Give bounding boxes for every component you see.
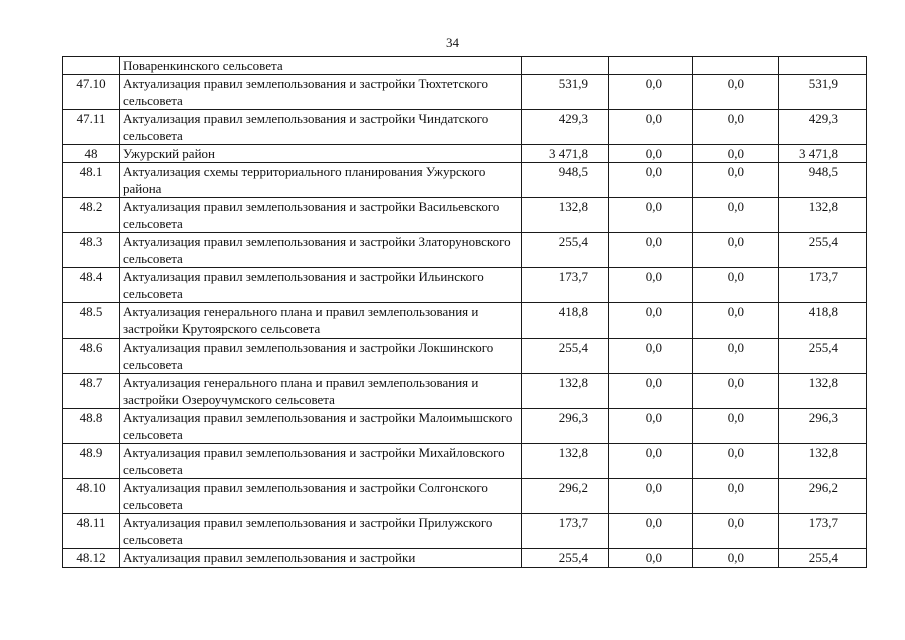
row-value-4: 3 471,8 xyxy=(779,145,867,163)
table-row xyxy=(63,57,867,75)
row-name: Актуализация генерального плана и правил землепользования и застройки Озероучумского сельсовета xyxy=(120,374,522,409)
row-value-2: 0,0 xyxy=(609,409,693,444)
row-value-4: 132,8 xyxy=(779,374,867,409)
table-row xyxy=(63,549,867,568)
row-value-4: 948,5 xyxy=(779,163,867,198)
table-row xyxy=(63,444,867,479)
row-value-4: 255,4 xyxy=(779,549,867,568)
row-name: Актуализация правил землепользования и застройки Михайловского сельсовета xyxy=(120,444,522,479)
row-value-total: 132,8 xyxy=(522,198,609,233)
row-value-3: 0,0 xyxy=(693,145,779,163)
row-value-2: 0,0 xyxy=(609,374,693,409)
row-value-2: 0,0 xyxy=(609,268,693,303)
row-code: 48.8 xyxy=(63,409,120,444)
row-value-3: 0,0 xyxy=(693,444,779,479)
table-row xyxy=(63,268,867,303)
row-name: Ужурский район xyxy=(120,145,522,163)
row-value-4: 429,3 xyxy=(779,110,867,145)
row-value-2: 0,0 xyxy=(609,233,693,268)
row-value-2: 0,0 xyxy=(609,145,693,163)
row-value-3 xyxy=(693,57,779,75)
row-code: 47.11 xyxy=(63,110,120,145)
row-code: 48.11 xyxy=(63,514,120,549)
row-value-3: 0,0 xyxy=(693,198,779,233)
row-value-2: 0,0 xyxy=(609,303,693,339)
row-value-2: 0,0 xyxy=(609,479,693,514)
row-value-total: 296,3 xyxy=(522,409,609,444)
table-row xyxy=(63,339,867,374)
table-row xyxy=(63,303,867,339)
row-name: Актуализация правил землепользования и застройки Тюхтетского сельсовета xyxy=(120,75,522,110)
row-code: 47.10 xyxy=(63,75,120,110)
row-value-2: 0,0 xyxy=(609,75,693,110)
row-value-total: 173,7 xyxy=(522,268,609,303)
table-row xyxy=(63,374,867,409)
row-value-4: 255,4 xyxy=(779,233,867,268)
row-value-4: 132,8 xyxy=(779,198,867,233)
row-code: 48.7 xyxy=(63,374,120,409)
row-name: Актуализация правил землепользования и застройки Васильевского сельсовета xyxy=(120,198,522,233)
row-value-3: 0,0 xyxy=(693,233,779,268)
row-name: Актуализация правил землепользования и застройки Златоруновского сельсовета xyxy=(120,233,522,268)
row-code: 48.12 xyxy=(63,549,120,568)
row-value-4: 296,2 xyxy=(779,479,867,514)
row-value-total: 255,4 xyxy=(522,549,609,568)
row-code: 48.6 xyxy=(63,339,120,374)
row-value-2: 0,0 xyxy=(609,110,693,145)
row-code: 48.5 xyxy=(63,303,120,339)
row-name: Актуализация генерального плана и правил землепользования и застройки Крутоярского сельсовета xyxy=(120,303,522,339)
row-code: 48 xyxy=(63,145,120,163)
table-row xyxy=(63,110,867,145)
row-value-total: 296,2 xyxy=(522,479,609,514)
row-value-total: 173,7 xyxy=(522,514,609,549)
row-value-total: 255,4 xyxy=(522,339,609,374)
row-value-2: 0,0 xyxy=(609,198,693,233)
row-value-4: 173,7 xyxy=(779,268,867,303)
row-code: 48.2 xyxy=(63,198,120,233)
table-row xyxy=(63,75,867,110)
row-value-2 xyxy=(609,57,693,75)
row-value-3: 0,0 xyxy=(693,514,779,549)
row-value-total: 132,8 xyxy=(522,444,609,479)
row-value-2: 0,0 xyxy=(609,549,693,568)
row-value-total: 418,8 xyxy=(522,303,609,339)
table-row xyxy=(63,163,867,198)
row-value-3: 0,0 xyxy=(693,479,779,514)
row-name: Актуализация правил землепользования и застройки Локшинского сельсовета xyxy=(120,339,522,374)
row-value-3: 0,0 xyxy=(693,374,779,409)
row-value-3: 0,0 xyxy=(693,549,779,568)
row-value-3: 0,0 xyxy=(693,339,779,374)
row-name: Актуализация правил землепользования и застройки Ильинского сельсовета xyxy=(120,268,522,303)
row-value-4 xyxy=(779,57,867,75)
table-body xyxy=(63,57,867,568)
row-value-4: 132,8 xyxy=(779,444,867,479)
row-value-4: 418,8 xyxy=(779,303,867,339)
row-value-2: 0,0 xyxy=(609,444,693,479)
row-value-4: 296,3 xyxy=(779,409,867,444)
row-value-total: 948,5 xyxy=(522,163,609,198)
row-name: Актуализация схемы территориального планирования Ужурского района xyxy=(120,163,522,198)
row-value-total xyxy=(522,57,609,75)
row-code: 48.1 xyxy=(63,163,120,198)
row-code xyxy=(63,57,120,75)
row-value-3: 0,0 xyxy=(693,303,779,339)
table-row xyxy=(63,514,867,549)
row-name: Актуализация правил землепользования и застройки Малоимышского сельсовета xyxy=(120,409,522,444)
row-value-2: 0,0 xyxy=(609,339,693,374)
table-row xyxy=(63,479,867,514)
row-value-3: 0,0 xyxy=(693,163,779,198)
row-name: Актуализация правил землепользования и застройки Прилужского сельсовета xyxy=(120,514,522,549)
row-value-3: 0,0 xyxy=(693,75,779,110)
page-number: 34 xyxy=(446,35,459,50)
table-row xyxy=(63,145,867,163)
row-code: 48.4 xyxy=(63,268,120,303)
row-value-3: 0,0 xyxy=(693,268,779,303)
row-value-4: 173,7 xyxy=(779,514,867,549)
row-value-4: 531,9 xyxy=(779,75,867,110)
row-name: Актуализация правил землепользования и застройки xyxy=(120,549,522,568)
row-value-3: 0,0 xyxy=(693,409,779,444)
row-value-total: 3 471,8 xyxy=(522,145,609,163)
row-name: Актуализация правил землепользования и застройки Солгонского сельсовета xyxy=(120,479,522,514)
row-code: 48.9 xyxy=(63,444,120,479)
row-value-2: 0,0 xyxy=(609,163,693,198)
row-value-total: 255,4 xyxy=(522,233,609,268)
row-code: 48.10 xyxy=(63,479,120,514)
row-name: Поваренкинского сельсовета xyxy=(120,57,522,75)
row-value-total: 429,3 xyxy=(522,110,609,145)
row-name: Актуализация правил землепользования и застройки Чиндатского сельсовета xyxy=(120,110,522,145)
budget-table xyxy=(62,56,867,568)
row-value-3: 0,0 xyxy=(693,110,779,145)
row-value-total: 132,8 xyxy=(522,374,609,409)
table-row xyxy=(63,409,867,444)
row-value-total: 531,9 xyxy=(522,75,609,110)
row-value-4: 255,4 xyxy=(779,339,867,374)
table-row xyxy=(63,198,867,233)
table-row xyxy=(63,233,867,268)
row-code: 48.3 xyxy=(63,233,120,268)
row-value-2: 0,0 xyxy=(609,514,693,549)
